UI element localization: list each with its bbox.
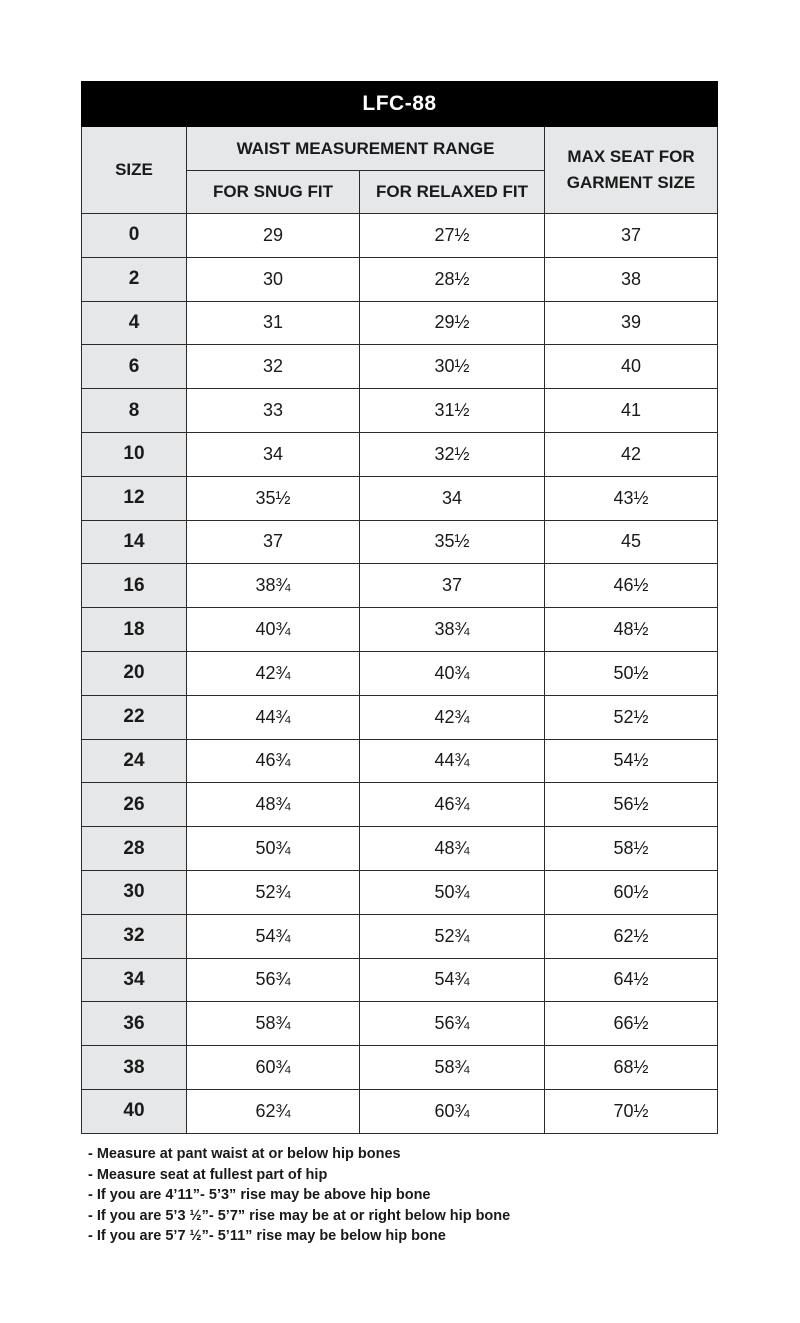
snug-fit-header: FOR SNUG FIT: [187, 171, 360, 214]
max-seat-header-line2: GARMENT SIZE: [566, 173, 696, 192]
max-seat-cell: 48½: [545, 608, 718, 652]
relaxed-fit-cell: 54¾: [360, 958, 545, 1002]
table-row: [82, 870, 718, 914]
relaxed-fit-cell: 38¾: [360, 608, 545, 652]
size-cell: 16: [82, 564, 187, 608]
table-row: [82, 914, 718, 958]
table-row: [82, 1089, 718, 1133]
max-seat-cell: 42: [545, 432, 718, 476]
max-seat-cell: 46½: [545, 564, 718, 608]
size-cell: 26: [82, 783, 187, 827]
size-cell: 24: [82, 739, 187, 783]
table-row: [82, 432, 718, 476]
size-cell: 20: [82, 651, 187, 695]
relaxed-fit-cell: 27½: [360, 214, 545, 258]
max-seat-cell: 52½: [545, 695, 718, 739]
table-row: [82, 827, 718, 871]
snug-fit-cell: 29: [187, 214, 360, 258]
max-seat-cell: 56½: [545, 783, 718, 827]
snug-fit-cell: 54¾: [187, 914, 360, 958]
max-seat-cell: 39: [545, 301, 718, 345]
size-cell: 4: [82, 301, 187, 345]
snug-fit-cell: 44¾: [187, 695, 360, 739]
max-seat-cell: 37: [545, 214, 718, 258]
table-row: [82, 389, 718, 433]
size-cell: 0: [82, 214, 187, 258]
snug-fit-cell: 34: [187, 432, 360, 476]
size-cell: 36: [82, 1002, 187, 1046]
size-table: [81, 81, 718, 1134]
relaxed-fit-cell: 56¾: [360, 1002, 545, 1046]
table-row: [82, 783, 718, 827]
size-cell: 10: [82, 432, 187, 476]
table-row: [82, 345, 718, 389]
max-seat-cell: 45: [545, 520, 718, 564]
snug-fit-cell: 58¾: [187, 1002, 360, 1046]
relaxed-fit-cell: 46¾: [360, 783, 545, 827]
relaxed-fit-cell: 44¾: [360, 739, 545, 783]
max-seat-cell: 58½: [545, 827, 718, 871]
max-seat-cell: 50½: [545, 651, 718, 695]
relaxed-fit-cell: 60¾: [360, 1089, 545, 1133]
snug-fit-cell: 50¾: [187, 827, 360, 871]
table-row: [82, 564, 718, 608]
snug-fit-cell: 35½: [187, 476, 360, 520]
relaxed-fit-cell: 29½: [360, 301, 545, 345]
size-cell: 18: [82, 608, 187, 652]
relaxed-fit-cell: 52¾: [360, 914, 545, 958]
table-row: [82, 739, 718, 783]
max-seat-header-line1: MAX SEAT FOR: [567, 147, 695, 166]
snug-fit-cell: 56¾: [187, 958, 360, 1002]
table-row: [82, 1046, 718, 1090]
max-seat-cell: 43½: [545, 476, 718, 520]
table-row: [82, 214, 718, 258]
max-seat-cell: 54½: [545, 739, 718, 783]
size-cell: 34: [82, 958, 187, 1002]
table-row: [82, 695, 718, 739]
note-item: - If you are 5’3 ½”- 5’7” rise may be at or right below hip bone: [88, 1207, 511, 1224]
table-row: [82, 476, 718, 520]
relaxed-fit-cell: 50¾: [360, 870, 545, 914]
snug-fit-cell: 62¾: [187, 1089, 360, 1133]
size-cell: 40: [82, 1089, 187, 1133]
snug-fit-cell: 46¾: [187, 739, 360, 783]
table-row: [82, 608, 718, 652]
size-cell: 2: [82, 257, 187, 301]
table-row: [82, 257, 718, 301]
size-cell: 30: [82, 870, 187, 914]
note-item: - If you are 5’7 ½”- 5’11” rise may be below hip bone: [88, 1228, 446, 1245]
max-seat-cell: 40: [545, 345, 718, 389]
note-item: - Measure seat at fullest part of hip: [88, 1166, 328, 1183]
max-seat-cell: 60½: [545, 870, 718, 914]
relaxed-fit-cell: 58¾: [360, 1046, 545, 1090]
relaxed-fit-cell: 40¾: [360, 651, 545, 695]
snug-fit-cell: 31: [187, 301, 360, 345]
max-seat-cell: 64½: [545, 958, 718, 1002]
size-cell: 38: [82, 1046, 187, 1090]
table-row: [82, 520, 718, 564]
note-item: - If you are 4’11”- 5’3” rise may be above hip bone: [88, 1187, 431, 1204]
snug-fit-cell: 30: [187, 257, 360, 301]
relaxed-fit-cell: 35½: [360, 520, 545, 564]
size-cell: 12: [82, 476, 187, 520]
notes-list: [88, 1144, 510, 1247]
table-row: [82, 651, 718, 695]
size-header: SIZE: [82, 127, 187, 214]
size-cell: 22: [82, 695, 187, 739]
table-body: [82, 214, 718, 1134]
relaxed-fit-cell: 30½: [360, 345, 545, 389]
snug-fit-cell: 38¾: [187, 564, 360, 608]
snug-fit-cell: 33: [187, 389, 360, 433]
snug-fit-cell: 48¾: [187, 783, 360, 827]
size-chart: [81, 81, 717, 1134]
table-row: [82, 301, 718, 345]
relaxed-fit-cell: 42¾: [360, 695, 545, 739]
size-cell: 6: [82, 345, 187, 389]
max-seat-cell: 38: [545, 257, 718, 301]
waist-range-header: WAIST MEASUREMENT RANGE: [187, 127, 545, 171]
snug-fit-cell: 37: [187, 520, 360, 564]
max-seat-cell: 70½: [545, 1089, 718, 1133]
snug-fit-cell: 42¾: [187, 651, 360, 695]
max-seat-cell: 68½: [545, 1046, 718, 1090]
size-cell: 8: [82, 389, 187, 433]
relaxed-fit-header: FOR RELAXED FIT: [360, 171, 545, 214]
relaxed-fit-cell: 28½: [360, 257, 545, 301]
note-item: - Measure at pant waist at or below hip bones: [88, 1146, 401, 1162]
snug-fit-cell: 60¾: [187, 1046, 360, 1090]
size-cell: 28: [82, 827, 187, 871]
snug-fit-cell: 40¾: [187, 608, 360, 652]
table-row: [82, 958, 718, 1002]
max-seat-cell: 66½: [545, 1002, 718, 1046]
relaxed-fit-cell: 32½: [360, 432, 545, 476]
relaxed-fit-cell: 37: [360, 564, 545, 608]
max-seat-header: [545, 127, 718, 214]
size-cell: 14: [82, 520, 187, 564]
relaxed-fit-cell: 34: [360, 476, 545, 520]
snug-fit-cell: 52¾: [187, 870, 360, 914]
size-cell: 32: [82, 914, 187, 958]
relaxed-fit-cell: 31½: [360, 389, 545, 433]
relaxed-fit-cell: 48¾: [360, 827, 545, 871]
table-title: LFC-88: [82, 82, 718, 127]
max-seat-cell: 41: [545, 389, 718, 433]
table-row: [82, 1002, 718, 1046]
max-seat-cell: 62½: [545, 914, 718, 958]
snug-fit-cell: 32: [187, 345, 360, 389]
